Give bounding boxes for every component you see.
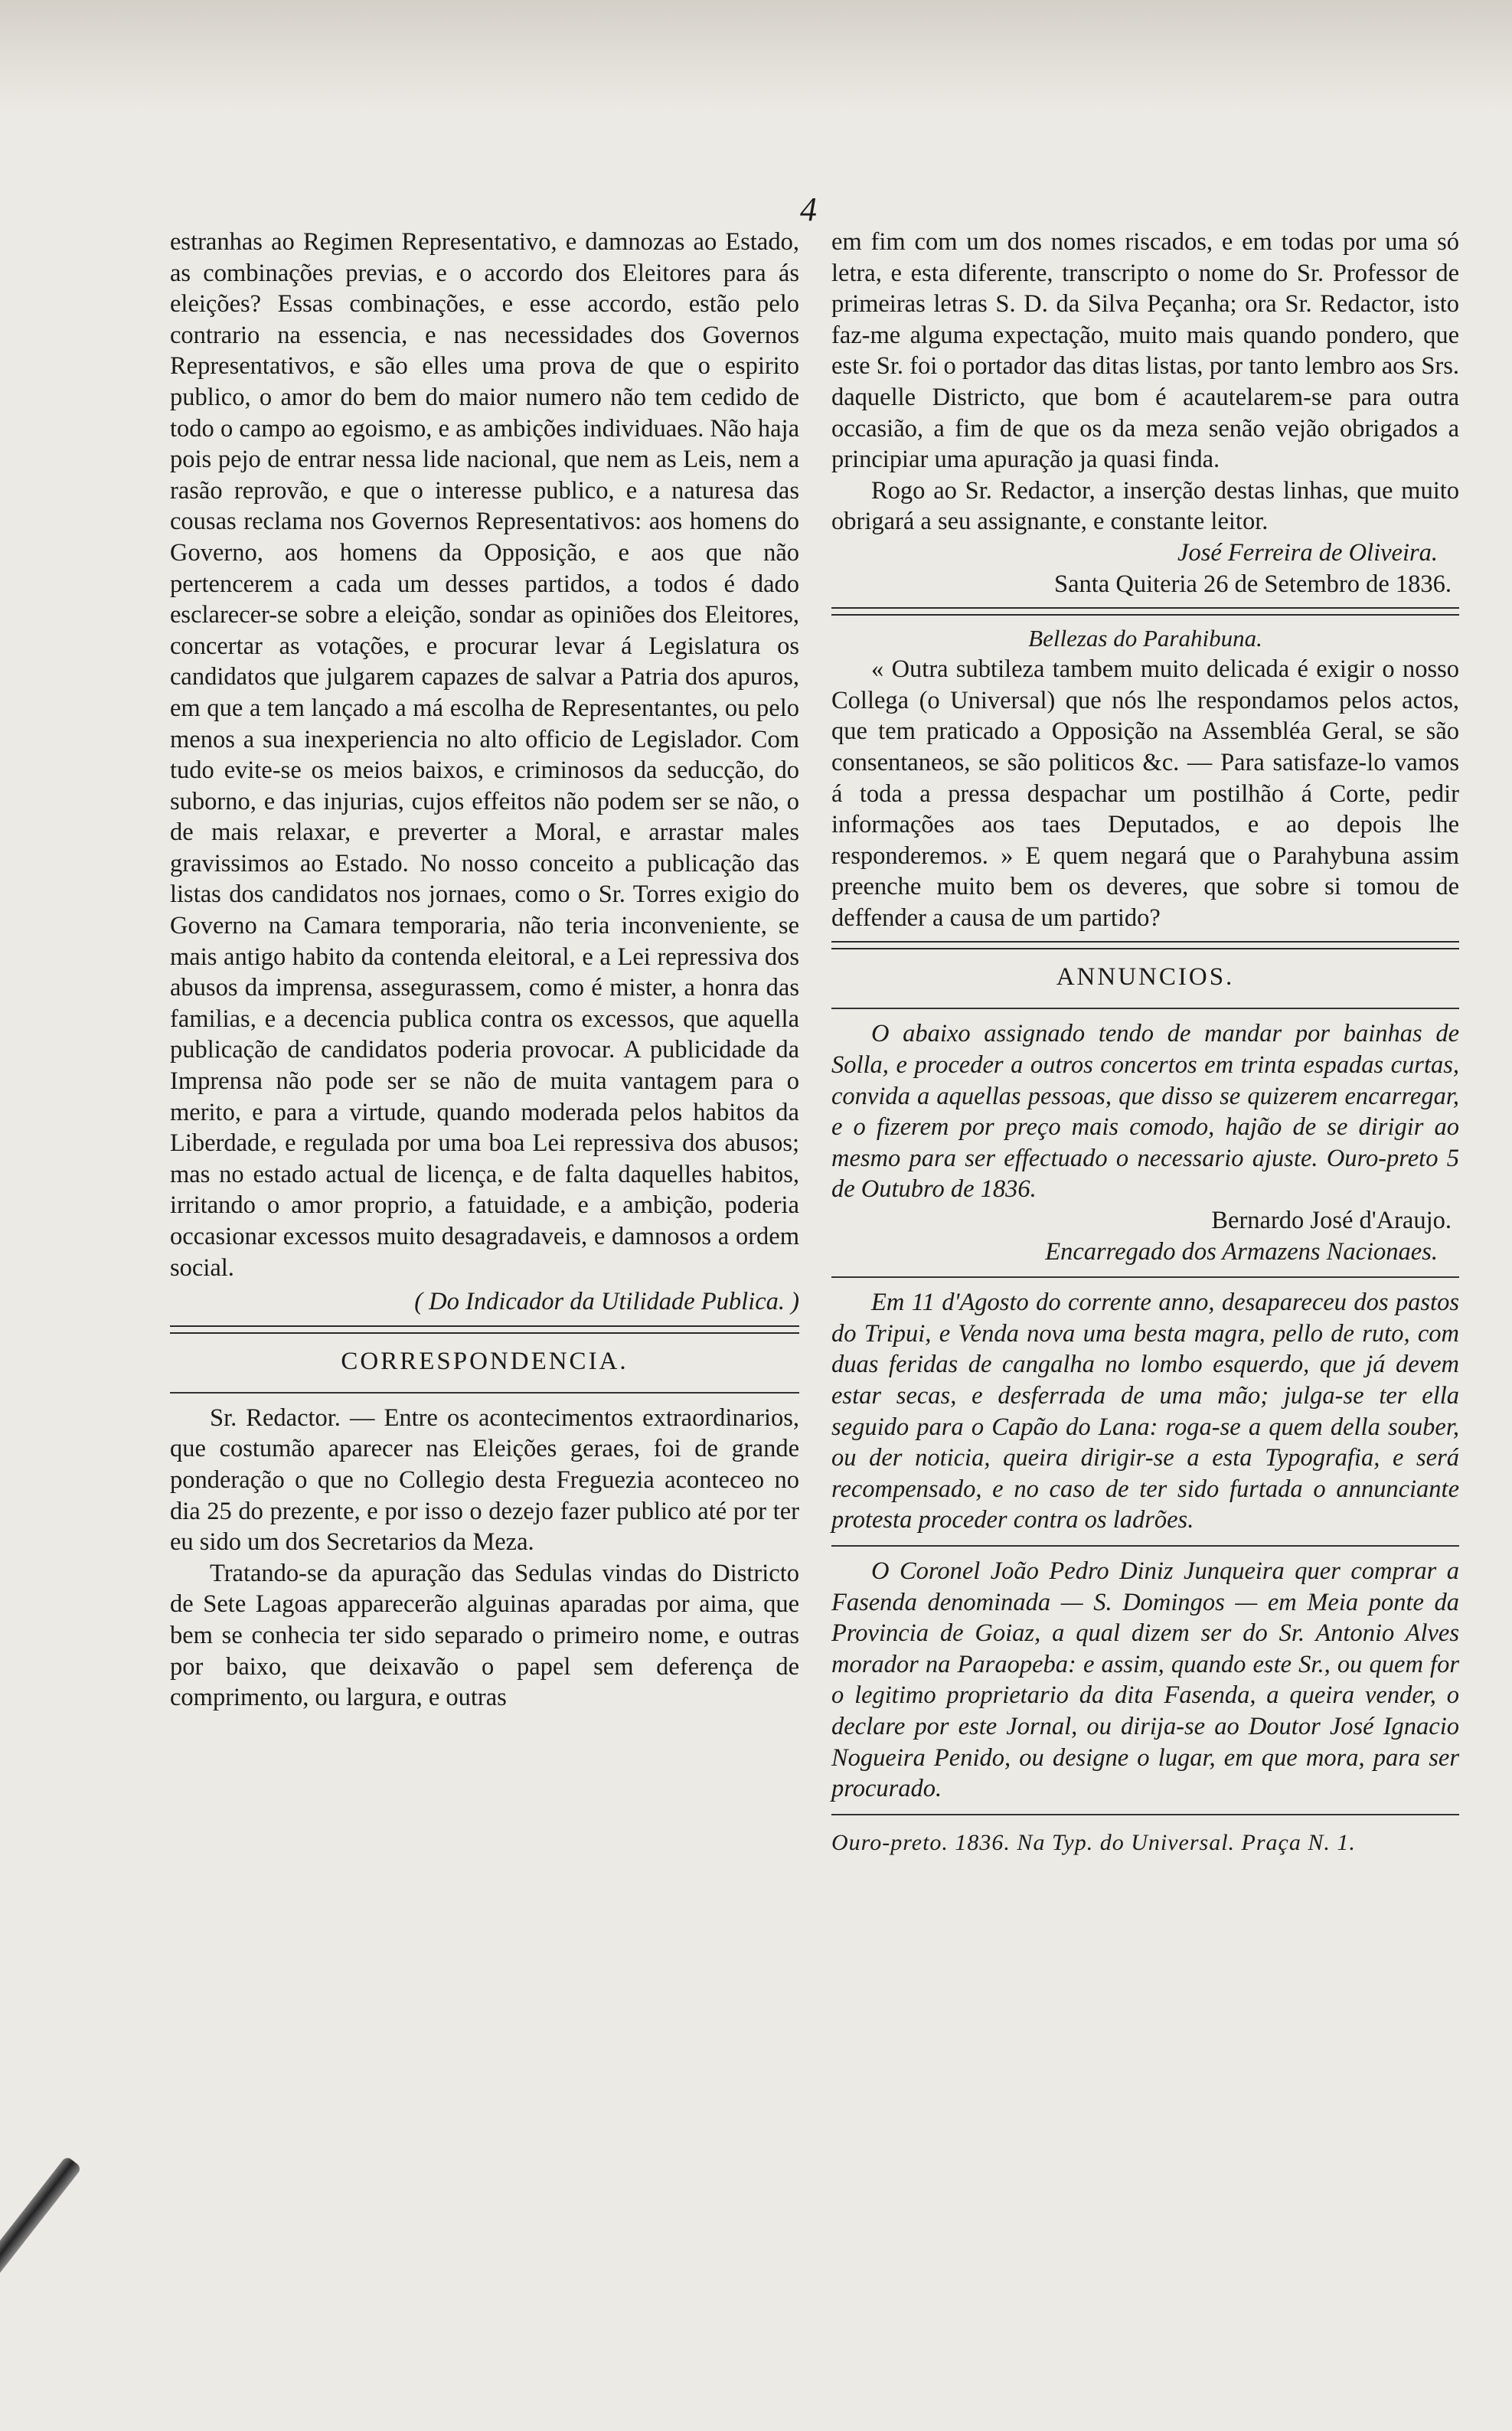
announcement-text: Em 11 d'Agosto do corrente anno, desapareceu dos pastos do Tripui, e Venda nova uma besta magra, pello de ruto, com duas feridas de cangalha no lombo esquerdo, que já devem estar secas, e desferrada de uma mão; julga-se ter ella seguido para o Capão do Lana: roga-se a quem della souber, ou der noticia, queira dirigir-se a esta Typografia, e será recompensado, e no caso de ter sido furtada o annunciante protesta proceder contra os ladrões. — [831, 1289, 1459, 1534]
letter-paragraph: Tratando-se da apuração das Sedulas vindas do Districto de Sete Lagoas apparecerão alguinas aparadas por aima, que bem se conhecia ter sido separado o primeiro nome, e outras por baixo, que deixavão o papel sem deferença de comprimento, ou largura, e outras — [170, 1559, 799, 1712]
heading-divider — [831, 1008, 1459, 1009]
letter-signature: José Ferreira de Oliveira. — [1177, 538, 1438, 567]
section-heading-correspondencia: CORRESPONDENCIA. — [341, 1347, 629, 1375]
belezas-title: Bellezas do Parahibuna. — [1028, 625, 1262, 652]
printer-imprint: Ouro-preto. 1836. Na Typ. do Universal. Praça N. 1. — [831, 1829, 1356, 1855]
heading-divider — [170, 1392, 799, 1394]
source-credit: ( Do Indicador da Utilidade Publica. ) — [414, 1288, 799, 1316]
announcement-role: Encarregado dos Armazens Nacionaes. — [1045, 1237, 1438, 1266]
letter-dateline: Santa Quiteria 26 de Setembro de 1836. — [1054, 570, 1452, 598]
letter-paragraph: Sr. Redactor. — Entre os acontecimentos extraordinarios, que costumão aparecer nas Eleições geraes, foi de grande ponderação o que no Collegio desta Freguezia aconteceo no dia 25 do prezente, e por isso o dezejo fazer publico até por ter eu sido um dos Secretarios da Meza. — [170, 1403, 799, 1557]
letter-closing: Rogo ao Sr. Redactor, a inserção destas linhas, que muito obrigará a seu assignante, e constante leitor. — [831, 476, 1459, 536]
letter-continuation: em fim com um dos nomes riscados, e em todas por uma só letra, e esta diferente, transcripto o nome do Sr. Professor de primeiras letras S. D. da Silva Peçanha; ora Sr. Redactor, isto faz-me alguma expectação, muito mais quando pondero, que este Sr. foi o portador das ditas listas, por tanto lembro aos Srs. daquelle Districto, que bom é acautelarem-se para outra occasião, a fim de que os da meza senão vejão obrigados a principiar uma apuração ja quasi finda. — [831, 228, 1459, 474]
right-column — [831, 227, 1459, 1858]
imprint-divider — [831, 1814, 1459, 1815]
section-divider — [831, 607, 1459, 616]
section-heading-annuncios: ANNUNCIOS. — [1056, 963, 1235, 992]
pen-tip — [0, 2155, 82, 2282]
left-column — [170, 227, 799, 1714]
editorial-paragraph: estranhas ao Regimen Representativo, e damnozas ao Estado, as combinações previas, e o accordo dos Eleitores para ás eleições? Essas combinações, e esse accordo, estão pelo contrario na essencia, e nas necessidades dos Governos Representativos, e são elles uma prova de que o espirito publico, o amor do bem do maior numero não tem cedido de todo o campo ao egoismo, e as ambições individuaes. Não haja pois pejo de entrar nessa lide nacional, que nem as Leis, nem a rasão reprovão, e que o interesse publico, e a naturesa das cousas reclama nos Governos Representativos: aos homens do Governo, aos homens da Opposição, e aos que não pertencerem a cada um desses partidos, a todos é dado esclarecer-se sobre a eleição, sondar as opiniões dos Eleitores, concertar as votações, e procurar levar á Legislatura os candidatos que julgarem capazes de salvar a Patria dos apuros, em que a tem lançado a má escolha de Representantes, ou pelo menos a sua inexperiencia no alto officio de Legislador. Com tudo evite-se os meios baixos, e criminosos da seducção, do suborno, e das injurias, cujos effeitos não podem ser se não, o de mais relaxar, e preverter a Moral, e arrastar males gravissimos ao Estado. No nosso conceito a publicação das listas dos candidatos nos jornaes, como o Sr. Torres exigio do Governo na Camara temporaria, não teria inconveniente, se mais antigo habito da contenda eleitoral, e a Lei repressiva dos abusos da imprensa, assegurassem, como é mister, a honra das familias, e a decencia publica contra os excessos, que aquella publicação de candidatos poderia provocar. A publicidade da Imprensa não pode ser se não de muita vantagem para o merito, e para a virtude, quando moderada pelos habitos da Liberdade, e regulada por uma boa Lei repressiva dos abusos; mas no estado actual de licença, e de falta daquelles habitos, irritando o amor proprio, a fatuidade, e a ambição, poderia occasionar excessos muito desagradaveis, e damnosos a ordem social. — [170, 228, 799, 1282]
section-divider — [170, 1325, 799, 1334]
scan-shadow — [0, 0, 1512, 115]
section-divider — [831, 941, 1459, 949]
page-number: 4 — [800, 191, 817, 228]
announcement-divider — [831, 1276, 1459, 1278]
announcement-signer: Bernardo José d'Araujo. — [1211, 1207, 1452, 1235]
announcement-divider — [831, 1545, 1459, 1547]
belezas-paragraph: « Outra subtileza tambem muito delicada é exigir o nosso Collega (o Universal) que nós lhe respondamos pelos actos, que tem praticado a Opposição na Assembléa Geral, se são consentaneos, se são politicos &c. — Para satisfaze-lo vamos á toda a pressa despachar um postilhão á Corte, pedir informações aos taes Deputados, e ao depois lhe responderemos. » E quem negará que o Parahybuna assim preenche muito bem os deveres, que sobre si tomou de deffender a causa de um partido? — [831, 655, 1459, 932]
announcement-text: O abaixo assignado tendo de mandar por bainhas de Solla, e proceder a outros concertos em trinta espadas curtas, convida a aquellas pessoas, que disso se quizerem encarregar, e o fizerem por preço mais comodo, hajão de se dirigir ao mesmo para ser effectuado o necessario ajuste. Ouro-preto 5 de Outubro de 1836. — [831, 1020, 1459, 1204]
announcement-text: O Coronel João Pedro Diniz Junqueira quer comprar a Fasenda denominada — S. Domingos — em Meia ponte da Provincia de Goiaz, a qual dizem ser do Sr. Antonio Alves morador na Paraopeba: e assim, quando este Sr., ou quem for o legitimo proprietario da dita Fasenda, a queira vender, o declare por este Jornal, ou dirija-se ao Doutor José Ignacio Nogueira Penido, ou designe o lugar, em que mora, para ser procurado. — [831, 1557, 1459, 1803]
